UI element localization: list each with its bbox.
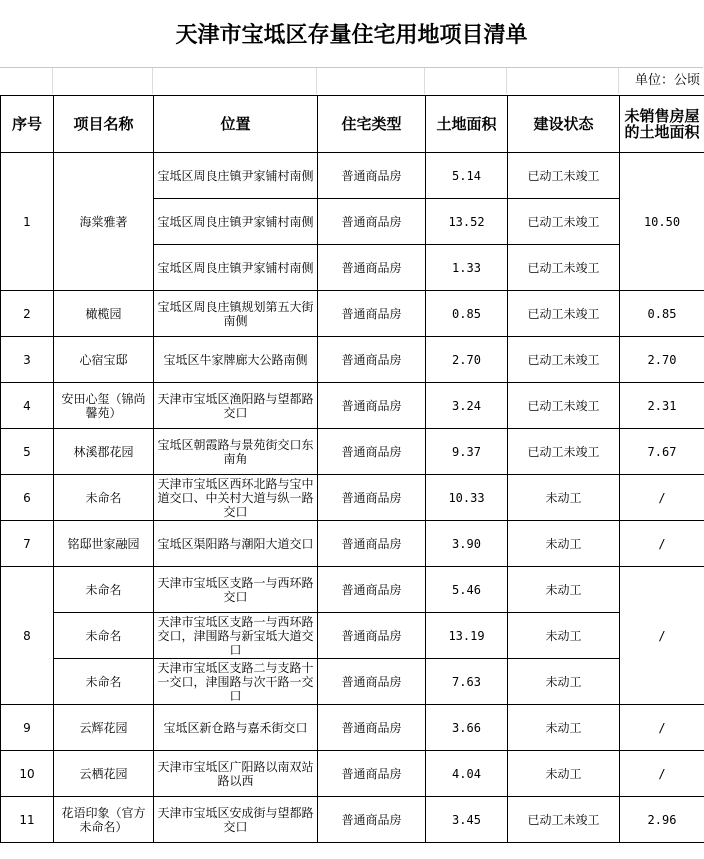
cell-name: 海棠雅著 [54, 153, 154, 291]
cell-seq: 6 [1, 475, 54, 521]
cell-location: 宝坻区渠阳路与潮阳大道交口 [154, 521, 318, 567]
cell-area: 3.90 [426, 521, 508, 567]
header-seq: 序号 [1, 96, 54, 153]
cell-seq: 11 [1, 797, 54, 843]
cell-unsold: / [620, 567, 704, 705]
cell-status: 未动工 [508, 751, 620, 797]
table-row [1, 383, 704, 429]
cell-location: 天津市宝坻区西环北路与宝中道交口、中关村大道与纵一路交口 [154, 475, 318, 521]
cell-location: 天津市宝坻区渔阳路与望都路交口 [154, 383, 318, 429]
header-name: 项目名称 [54, 96, 154, 153]
cell-area: 1.33 [426, 245, 508, 291]
blank-grid-row [0, 68, 704, 94]
cell-status: 已动工未竣工 [508, 383, 620, 429]
cell-area: 5.46 [426, 567, 508, 613]
cell-name: 林溪郡花园 [54, 429, 154, 475]
cell-seq: 1 [1, 153, 54, 291]
cell-area: 13.52 [426, 199, 508, 245]
cell-location: 天津市宝坻区安成街与望都路交口 [154, 797, 318, 843]
cell-status: 未动工 [508, 475, 620, 521]
table-row [1, 475, 704, 521]
cell-seq: 8 [1, 567, 54, 705]
cell-location: 天津市宝坻区支路一与西环路交口，津围路与新宝坻大道交口 [154, 613, 318, 659]
cell-type: 普通商品房 [318, 521, 426, 567]
cell-status: 已动工未竣工 [508, 291, 620, 337]
cell-name: 铭邸世家融园 [54, 521, 154, 567]
table-row [1, 429, 704, 475]
cell-name: 未命名 [54, 567, 154, 613]
cell-area: 4.04 [426, 751, 508, 797]
table-row [1, 659, 704, 705]
cell-type: 普通商品房 [318, 245, 426, 291]
cell-area: 0.85 [426, 291, 508, 337]
page-title: 天津市宝坻区存量住宅用地项目清单 [0, 0, 703, 68]
header-location: 位置 [154, 96, 318, 153]
cell-name: 花语印象（官方未命名） [54, 797, 154, 843]
cell-area: 3.66 [426, 705, 508, 751]
cell-seq: 4 [1, 383, 54, 429]
cell-unsold: 2.70 [620, 337, 704, 383]
cell-status: 已动工未竣工 [508, 797, 620, 843]
cell-name: 未命名 [54, 475, 154, 521]
cell-location: 宝坻区牛家牌廊大公路南侧 [154, 337, 318, 383]
cell-status: 未动工 [508, 567, 620, 613]
cell-status: 未动工 [508, 613, 620, 659]
cell-area: 9.37 [426, 429, 508, 475]
cell-seq: 2 [1, 291, 54, 337]
header-area: 土地面积 [426, 96, 508, 153]
cell-name: 未命名 [54, 659, 154, 705]
cell-location: 天津市宝坻区支路一与西环路交口 [154, 567, 318, 613]
cell-location: 天津市宝坻区支路二与支路十一交口，津围路与次干路一交口 [154, 659, 318, 705]
cell-unsold: / [620, 705, 704, 751]
cell-seq: 9 [1, 705, 54, 751]
cell-area: 5.14 [426, 153, 508, 199]
cell-unsold: / [620, 475, 704, 521]
cell-type: 普通商品房 [318, 291, 426, 337]
cell-seq: 3 [1, 337, 54, 383]
cell-seq: 7 [1, 521, 54, 567]
cell-type: 普通商品房 [318, 153, 426, 199]
table-row [1, 705, 704, 751]
cell-status: 已动工未竣工 [508, 337, 620, 383]
cell-unsold: 10.50 [620, 153, 704, 291]
cell-area: 3.45 [426, 797, 508, 843]
cell-location: 宝坻区周良庄镇尹家铺村南侧 [154, 153, 318, 199]
cell-area: 3.24 [426, 383, 508, 429]
header-type: 住宅类型 [318, 96, 426, 153]
table-row [1, 153, 704, 199]
cell-unsold: / [620, 521, 704, 567]
cell-type: 普通商品房 [318, 705, 426, 751]
cell-type: 普通商品房 [318, 337, 426, 383]
land-table [0, 95, 704, 843]
table-row [1, 751, 704, 797]
cell-status: 未动工 [508, 521, 620, 567]
header-row [1, 96, 704, 153]
cell-seq: 10 [1, 751, 54, 797]
cell-status: 未动工 [508, 659, 620, 705]
cell-name: 未命名 [54, 613, 154, 659]
table-row [1, 567, 704, 613]
cell-name: 云辉花园 [54, 705, 154, 751]
cell-status: 未动工 [508, 705, 620, 751]
table-row [1, 521, 704, 567]
cell-unsold: 7.67 [620, 429, 704, 475]
header-unsold: 未销售房屋的土地面积 [620, 96, 704, 153]
cell-location: 宝坻区周良庄镇尹家铺村南侧 [154, 199, 318, 245]
cell-name: 心宿宝邸 [54, 337, 154, 383]
cell-type: 普通商品房 [318, 659, 426, 705]
cell-type: 普通商品房 [318, 199, 426, 245]
cell-unsold: 0.85 [620, 291, 704, 337]
cell-type: 普通商品房 [318, 797, 426, 843]
cell-type: 普通商品房 [318, 475, 426, 521]
table-row [1, 337, 704, 383]
cell-status: 已动工未竣工 [508, 153, 620, 199]
cell-type: 普通商品房 [318, 383, 426, 429]
cell-name: 云栖花园 [54, 751, 154, 797]
cell-status: 已动工未竣工 [508, 199, 620, 245]
cell-area: 7.63 [426, 659, 508, 705]
table-row [1, 613, 704, 659]
cell-name: 橄榄园 [54, 291, 154, 337]
cell-status: 已动工未竣工 [508, 245, 620, 291]
table-row [1, 797, 704, 843]
cell-type: 普通商品房 [318, 567, 426, 613]
cell-unsold: 2.96 [620, 797, 704, 843]
cell-location: 天津市宝坻区广阳路以南双站路以西 [154, 751, 318, 797]
cell-location: 宝坻区周良庄镇尹家铺村南侧 [154, 245, 318, 291]
table-row [1, 291, 704, 337]
cell-seq: 5 [1, 429, 54, 475]
cell-type: 普通商品房 [318, 429, 426, 475]
cell-type: 普通商品房 [318, 613, 426, 659]
header-status: 建设状态 [508, 96, 620, 153]
cell-name: 安田心玺（锦尚馨苑） [54, 383, 154, 429]
cell-area: 2.70 [426, 337, 508, 383]
cell-area: 13.19 [426, 613, 508, 659]
cell-area: 10.33 [426, 475, 508, 521]
cell-type: 普通商品房 [318, 751, 426, 797]
cell-unsold: 2.31 [620, 383, 704, 429]
cell-location: 宝坻区新仓路与嘉禾街交口 [154, 705, 318, 751]
cell-unsold: / [620, 751, 704, 797]
cell-location: 宝坻区周良庄镇规划第五大街南侧 [154, 291, 318, 337]
cell-status: 已动工未竣工 [508, 429, 620, 475]
unit-label: 单位：公顷 [634, 73, 700, 88]
cell-location: 宝坻区朝霞路与景苑街交口东南角 [154, 429, 318, 475]
